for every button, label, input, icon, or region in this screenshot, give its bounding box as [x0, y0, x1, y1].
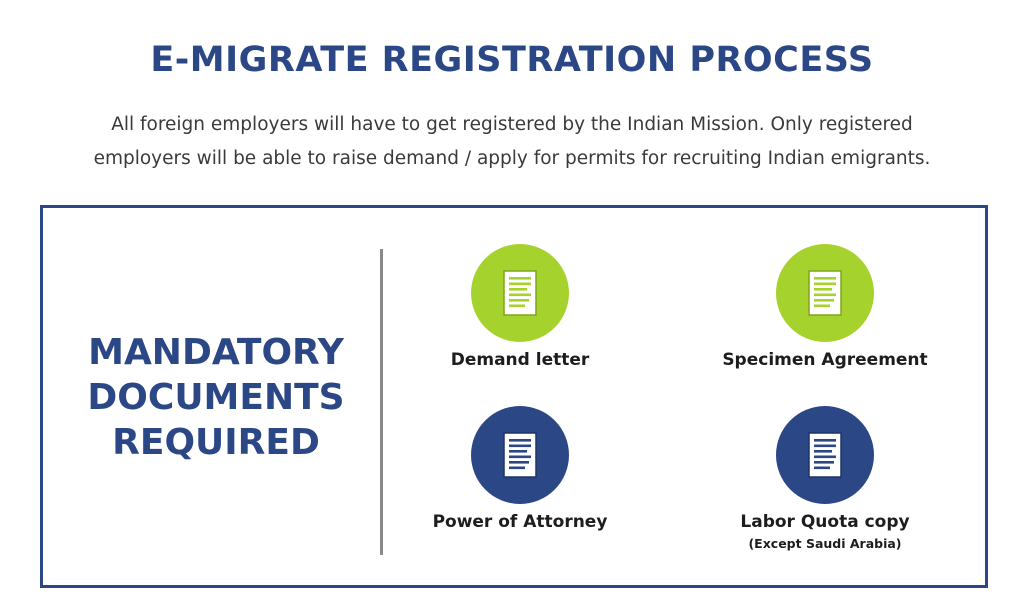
- page-title: E-MIGRATE REGISTRATION PROCESS: [150, 40, 874, 80]
- page-description: All foreign employers will have to get registered by the Indian Mission. Only registered employers will be able to raise demand / apply for permits for recruiting Indian emigrants.: [93, 114, 931, 169]
- heading-line-2: DOCUMENTS: [87, 377, 345, 418]
- document-label: Power of Attorney: [432, 512, 608, 532]
- document-icon: [776, 244, 874, 342]
- document-label: Demand letter: [450, 350, 590, 370]
- document-labor-quota-copy: [695, 406, 955, 551]
- mandatory-documents-heading: [86, 330, 346, 465]
- document-specimen-agreement: [695, 244, 955, 370]
- document-power-of-attorney: [390, 406, 650, 532]
- document-label: Labor Quota copy: [740, 512, 910, 532]
- heading-line-1: MANDATORY: [88, 332, 344, 373]
- document-label: Specimen Agreement: [722, 350, 928, 370]
- document-icon: [471, 244, 569, 342]
- document-icon: [776, 406, 874, 504]
- heading-line-3: REQUIRED: [112, 422, 320, 463]
- mandatory-documents-panel: [40, 205, 988, 588]
- document-icon: [471, 406, 569, 504]
- document-demand-letter: [390, 244, 650, 370]
- vertical-divider: [380, 249, 383, 555]
- document-note: (Except Saudi Arabia): [748, 536, 902, 551]
